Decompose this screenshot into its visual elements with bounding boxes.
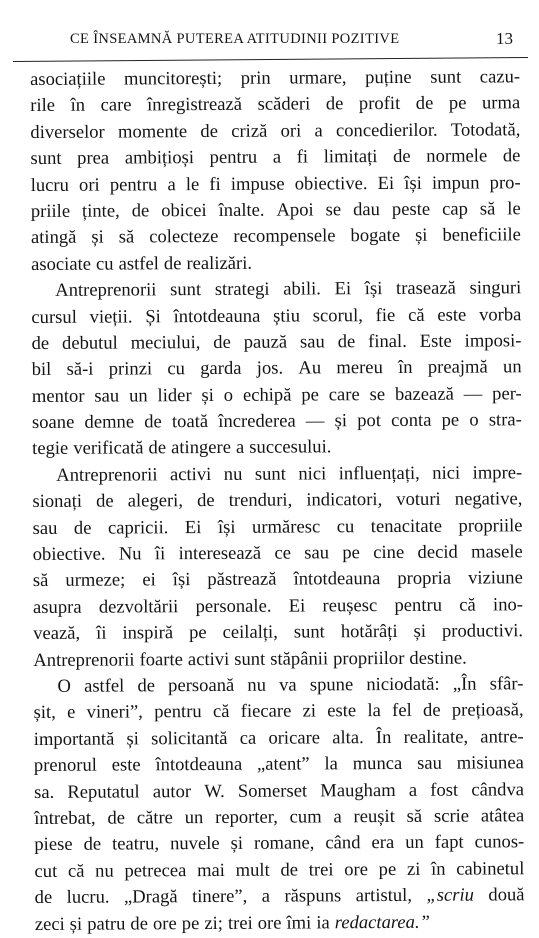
text-line: de debutul meciului, de pauză sau de final. Este imposi- — [31, 330, 522, 354]
text-line: Antreprenorii foarte activi sunt stăpânii propriilor destine. — [33, 647, 467, 671]
text-line: zeci și patru de ore pe zi; trei ore îmi ia redactarea.” — [34, 911, 430, 935]
text-line: atingă și să colecteze recompensele bogate și beneficiile — [30, 224, 521, 249]
text-line: cursul vieții. Și întotdeauna știu scorul, fie că este vorba — [31, 303, 522, 328]
running-header — [58, 28, 513, 52]
text-line: diverselor momente de criză ori a concedierilor. Totodată, — [30, 119, 521, 143]
text-line: soane demne de toată încrederea — și pot conta pe o stra- — [31, 409, 522, 434]
text-line: Antreprenorii sunt strategi abili. Ei își trasează singuri — [55, 277, 522, 301]
text-line: prenorul este întotdeauna „atent” la munca sau misiunea — [33, 752, 524, 777]
text-line: de lucru. „Dragă tinere”, a răspuns artistul, „scriu două — [34, 884, 525, 909]
text-line: sionați de alegeri, de trenduri, indicatori, voturi negative, — [32, 488, 523, 513]
text-line: priile ținte, de obicei înalte. Apoi se dau peste cap să le — [30, 198, 521, 222]
text-line: bil să-i prinzi cu garda jos. Au mereu în preajmă un — [31, 356, 522, 381]
text-line: tegie verificată de atingere a succesului. — [32, 436, 332, 460]
text-line: șit, e vineri”, pentru că fiecare zi este la fel de prețioasă, — [33, 699, 524, 724]
body-text — [30, 64, 525, 938]
text-line: asociate cu astfel de realizări. — [31, 252, 253, 275]
running-title: CE ÎNSEAMNĂ PUTEREA ATITUDINII POZITIVE — [70, 31, 400, 47]
text-line: obiective. Nu îi interesează ce sau pe cine decid masele — [32, 541, 523, 566]
text-line: rile în care înregistrează scăderi de profit de pe urma — [30, 92, 521, 117]
text-line: importantă și solicitantă ca oricare alta. În realitate, antre- — [33, 726, 524, 750]
text-line: lucru ori pentru a le fi impuse obiective. Ei își impun pro- — [30, 171, 521, 196]
text-line: O astfel de persoană nu va spune niciodată: „În sfâr- — [57, 673, 524, 697]
text-line: cut că nu petrecea mai mult de trei ore pe zi în cabinetul — [34, 857, 525, 882]
text-line: mentor sau un lider și o echipă pe care se bazează — per- — [31, 382, 522, 407]
text-line: sunt prea ambițioși pentru a fi limitați de normele de — [30, 145, 521, 170]
text-line: sa. Reputatul autor W. Somerset Maugham a fost cândva — [33, 778, 525, 803]
text-line: sau de capricii. Ei își urmăresc cu tenacitate propriile — [32, 514, 523, 539]
header-rule — [13, 57, 528, 62]
text-line: întrebat, de către un reporter, cum a reușit să scrie atâtea — [34, 805, 525, 829]
text-line: piese de teatru, nuvele și romane, când era un fapt cunos- — [34, 831, 525, 856]
text-line: asociațiile muncitorești; prin urmare, puține sunt cazu- — [30, 66, 521, 90]
text-line: Antreprenorii activi nu sunt nici influențați, nici impre- — [56, 462, 523, 486]
text-line: vează, îi inspiră pe ceilalți, sunt hotărâți și productivi. — [33, 620, 524, 645]
page-number: 13 — [496, 29, 513, 48]
text-line: asupra dezvoltării personale. Ei reușesc pentru că ino- — [32, 594, 524, 618]
text-line: să urmeze; ei își păstrează întotdeauna propria viziune — [32, 567, 523, 592]
